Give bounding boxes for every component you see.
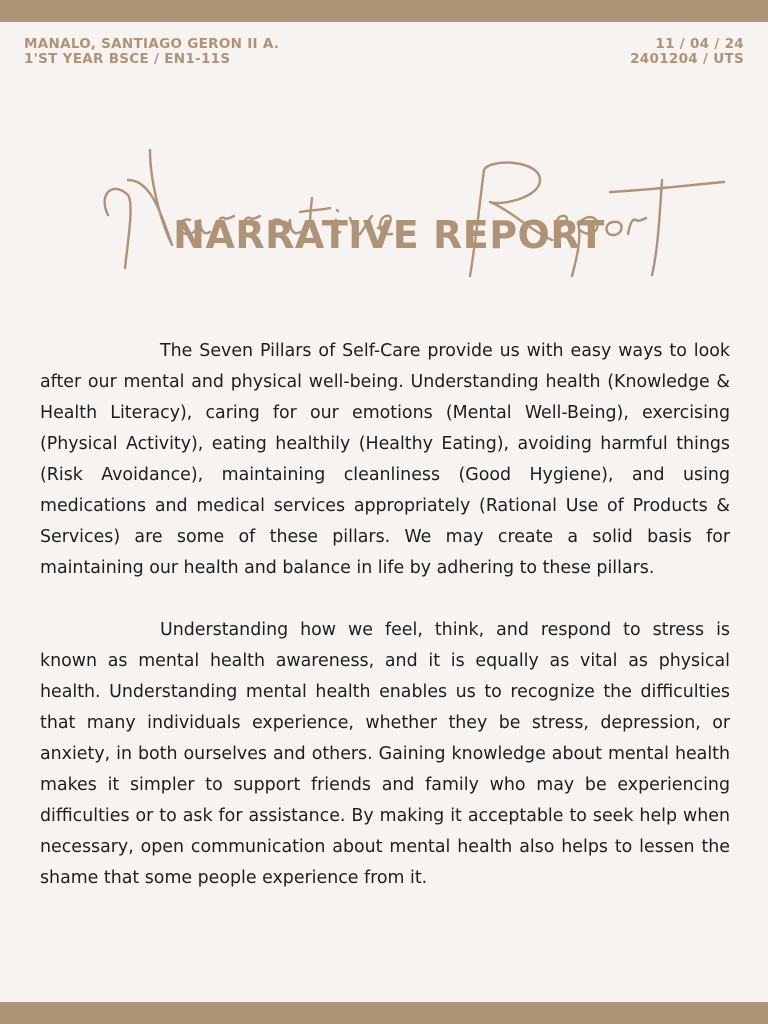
report-body <box>40 336 730 894</box>
document-code: 2401204 / UTS <box>630 51 744 67</box>
title-area <box>0 140 768 280</box>
document-info <box>630 37 744 67</box>
student-name: MANALO, SANTIAGO GERON II A. <box>24 36 280 52</box>
student-course: 1'ST YEAR BSCE / EN1-11S <box>24 51 231 67</box>
student-info <box>24 37 279 67</box>
paragraph-seven-pillars: The Seven Pillars of Self-Care provide us with easy ways to look after our mental and physical well-being. Understanding health (Knowledge & Health Literacy), caring for our emotions (Mental Well-Being), exercising (Physical Activity), eating healthily (Healthy Eating), avoiding harmful things (Risk Avoidance), maintaining cleanliness (Good Hygiene), and using medications and medical services appropriately (Rational Use of Products & Services) are some of these pillars. We may create a solid basis for maintaining our health and balance in life by adhering to these pillars. <box>40 341 730 578</box>
paragraph-mental-health: Understanding how we feel, think, and respond to stress is known as mental health awareness, and it is equally as vital as physical health. Understanding mental health enables us to recognize the difficulties that many individuals experience, whether they be stress, depression, or anxiety, in both ourselves and others. Gaining knowledge about mental health makes it simpler to support friends and family who may be experiencing difficulties or to ask for assistance. By making it acceptable to seek help when necessary, open communication about mental health also helps to lessen the shame that some people experience from it. <box>40 620 730 888</box>
script-title-lettering <box>0 140 768 280</box>
page-title: NARRATIVE REPORT <box>173 213 605 257</box>
bottom-band <box>0 1002 768 1024</box>
document-date: 11 / 04 / 24 <box>655 36 744 52</box>
top-band <box>0 0 768 22</box>
